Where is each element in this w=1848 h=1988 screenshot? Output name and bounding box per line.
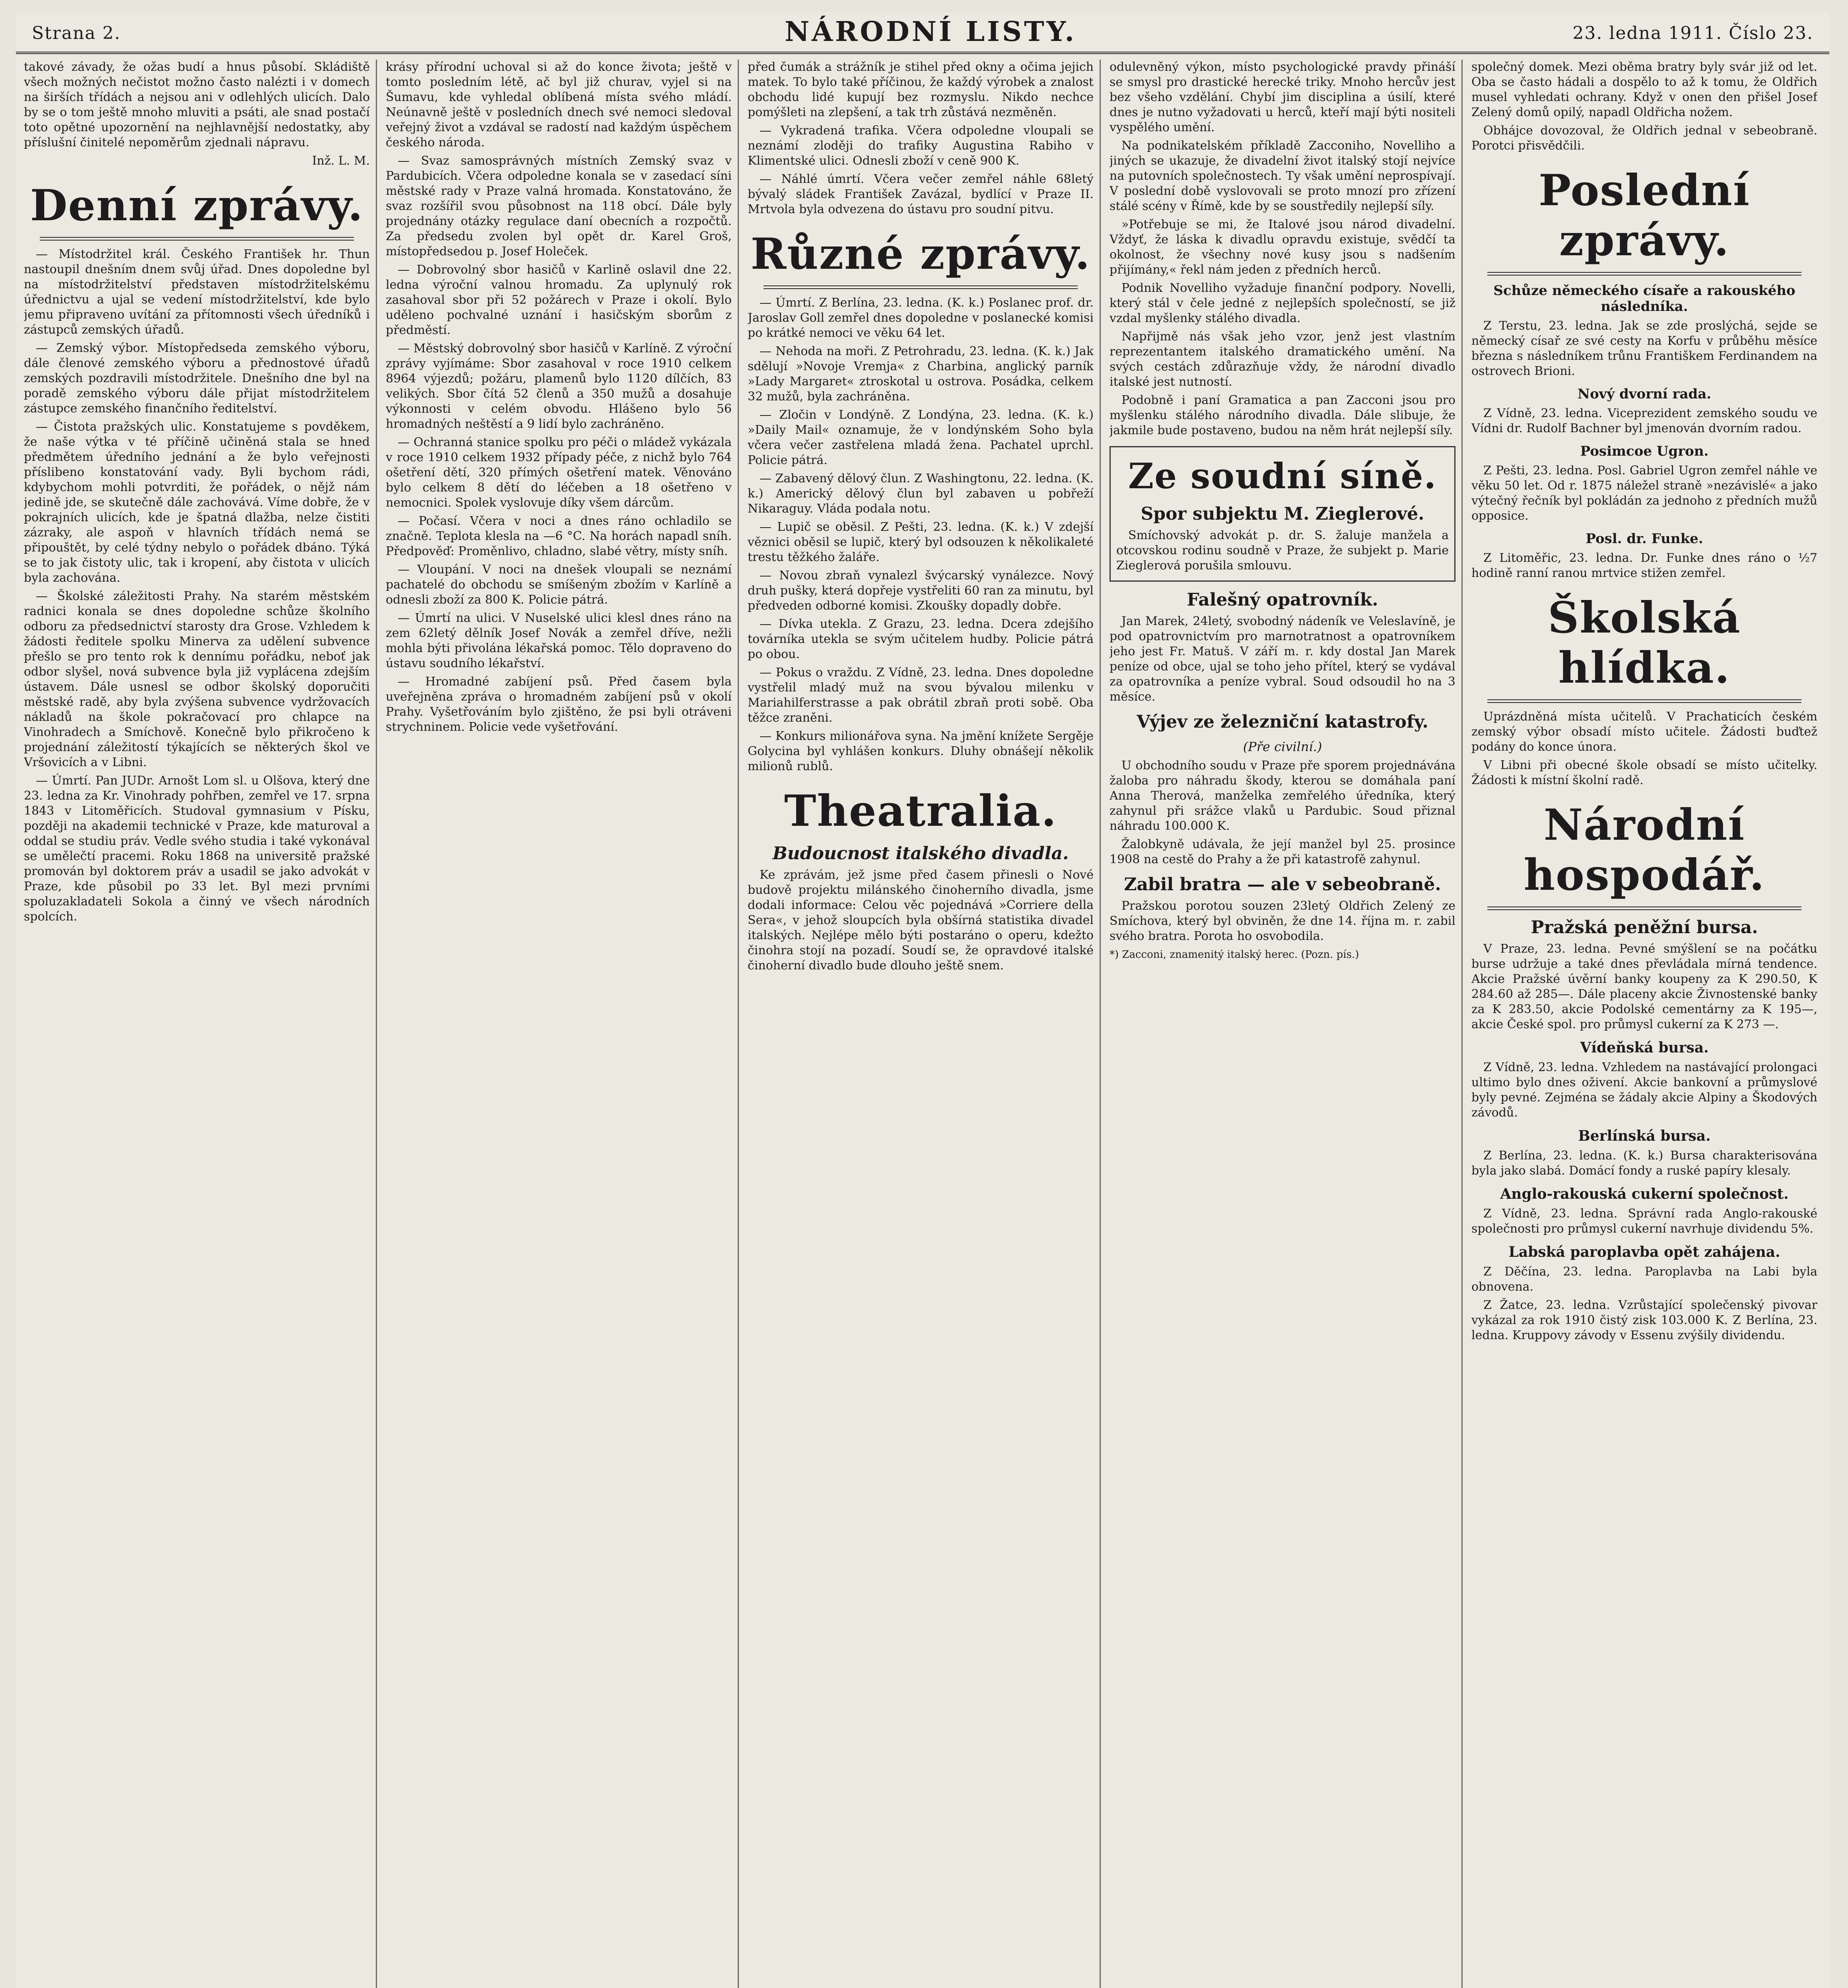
column-1 xyxy=(24,60,370,1988)
divider xyxy=(1487,272,1801,276)
article-text: — Novou zbraň vynalezl švýcarský vynálezce. Nový druh pušky, která dopřeje vystřeliti 60 ran za minutu, byl předveden odborné komisi. Zkoušky dopadly dobře. xyxy=(748,569,1094,613)
column-divider xyxy=(1100,60,1101,1988)
article-text: — Zemský výbor. Místopředseda zemského výboru, dále členové zemského výboru a přednostové úřadů zemských pozdravili místodržitele. Dnešního dne byl na poradě zemského výboru dále přijat místodržitelem zástupce zemského finančního ředitelství. xyxy=(24,341,370,415)
footnote: *) Zacconi, znamenitý italský herec. (Pozn. pís.) xyxy=(1110,949,1359,961)
article-text: — Školské záležitosti Prahy. Na starém městském radnici konala se dnes dopoledne schůze školního odboru za předsednictví starosty dra Grose. Vzhledem k žádosti ředitele spolku Minerva za udělení subvence přešlo se pro tento rok k dennímu pořádku, neboť jak odbor slyšel, nová subvence byla již vyplácena zdejším ústavem. Dále usnesl se odbor školský doporučiti městské radě, aby byla zvýšena subvence vydržovacích nákladů na škole pokračovací pro chlapce na Vinohradech a Smíchově. Konečně bylo přikročeno k projednání záležitostí týkajících se některých škol ve Vršovicích a v Libni. xyxy=(24,589,370,769)
signature: Inž. L. M. xyxy=(312,154,370,168)
article-text: — Pokus o vraždu. Z Vídně, 23. ledna. Dnes dopoledne vystřelil mladý muž na svou bývalou milenku v Mariahilferstrasse a pak obrátil zbraň proti sobě. Oba těžce zraněni. xyxy=(748,666,1094,725)
article-text: — Lupič se oběsil. Z Pešti, 23. ledna. (K. k.) V zdejší věznici oběsil se lupič, který byl odsouzen k několikaleté trestu těžkého žaláře. xyxy=(748,520,1094,564)
section-title: Theatralia. xyxy=(784,786,1057,836)
article-text: — Ochranná stanice spolku pro péči o mládež vykázala v roce 1910 celkem 1932 případy péče, z nichž bylo 764 ošetření dětí, 320 přímých ošetření matek. Věnováno bylo celkem 8 dětí do léčeben a 18 ošetřeno v nemocnici. Spolek vyslovuje díky všem dárcům. xyxy=(386,435,732,510)
article-text: V Libni při obecné škole obsadí se místo učitelky. Žádosti k místní školní radě. xyxy=(1471,758,1817,787)
article-text: — Zabavený dělový člun. Z Washingtonu, 22. ledna. (K. k.) Americký dělový člun byl zabaven u pobřeží Nikaraguy. Vláda podala notu. xyxy=(748,472,1094,516)
article-text: Z Vídně, 23. ledna. Viceprezident zemského soudu ve Vídni dr. Rudolf Bachner byl jmenován dvorním radou. xyxy=(1471,406,1817,435)
article-text: — Konkurs milionářova syna. Na jmění knížete Sergěje Golycina byl vyhlášen konkurs. Dluhy obnášejí několik milionů rublů. xyxy=(748,729,1094,773)
article-text: — Čistota pražských ulic. Konstatujeme s povděkem, že naše výtka v té příčině učiněná stala se hned předmětem úředního jednání a že bylo veřejnosti příslibeno konstatování vady. Byli bychom rádi, kdybychom mohli potvrditi, že pořádek, o nějž nám jedině jde, se skutečně dále zachovává. Víme dobře, že v pokrajních ulicích, kde je špatná dlažba, nelze čistiti zázraky, ale aspoň v hlavních třídách nemá se připouštět, by celé týdny nebylo o pořádek dbáno. Týká se to jak čistoty ulic, tak i kropení, aby čistota v ulicích byla zachována. xyxy=(24,420,370,585)
article-heading: Anglo-rakouská cukerní společnost. xyxy=(1500,1186,1789,1202)
section-title: Národní hospodář. xyxy=(1523,800,1765,900)
article-text: krásy přírodní uchoval si až do konce života; ještě v tomto posledním létě, ač byl již churav, vyjel si na Šumavu, kde vyhledal oblíbená místa svého mládí. Neúnavně ještě v posledních dnech své nemoci sledoval veřejný život a vzdával se radostí nad každým úspěchem českého národa. xyxy=(386,60,732,149)
article-text: Obhájce dovozoval, že Oldřich jednal v sebeobraně. Porotci přisvědčili. xyxy=(1471,124,1817,153)
column-2 xyxy=(386,60,732,1988)
article-text: — Úmrtí. Pan JUDr. Arnošt Lom sl. u Olšova, který dne 23. ledna za Kr. Vinohrady pohřben, zemřel ve 17. srpna 1843 v Litoměřicích. Studoval gymnasium v Písku, později na akademii technické v Praze, kde maturoval a oddal se studiu práv. Vedle svého studia i také vykonával se umělečtí pracemi. Roku 1868 na universitě pražské promován byl doktorem práv a usadil se jako advokát v Praze, kde působil po 33 let. Byl mezi prvními spoluzakladateli Sokola a činný ve všech národních spolcích. xyxy=(24,774,370,924)
article-text: — Vykradená trafika. Včera odpoledne vloupali se neznámí zloději do trafiky Augustina Rabiho v Klimentské ulici. Odnesli zboží v ceně 900 K. xyxy=(748,124,1094,168)
article-heading: Nový dvorní rada. xyxy=(1577,386,1712,402)
article-text: — Zločin v Londýně. Z Londýna, 23. ledna. (K. k.) »Daily Mail« oznamuje, že v londýnském Soho byla včera večer zastřelena mladá žena. Pachatel uprchl. Policie pátrá. xyxy=(748,408,1094,467)
divider xyxy=(1487,907,1801,910)
article-text: Z Vídně, 23. ledna. Správní rada Anglo-rakouské společnosti pro průmysl cukerní navrhuje dividendu 5%. xyxy=(1471,1207,1817,1236)
article-text: — Počasí. Včera v noci a dnes ráno ochladilo se značně. Teplota klesla na —6 °C. Na horách napadl sníh. Předpověď: Proměnlivo, chladno, slabé větry, místy sníh. xyxy=(386,514,732,558)
newspaper-page xyxy=(16,12,1829,1988)
column-5 xyxy=(1471,60,1817,1988)
article-text: odulevněný výkon, místo psychologické pravdy přináší se smysl pro drastické herecké triky. Mnoho hercův jest bez všeho vzdělání. Chybí jim disciplina a úsilí, které dnes je nutno vyžadovati u herců, kteří mají býti nositeli vyspělého umění. xyxy=(1110,60,1455,134)
article-text: Jan Marek, 24letý, svobodný nádeník ve Veleslavíně, je pod opatrovnictvím pro marnotratnost a opatrovníkem jeho jest Fr. Matuš. V září m. r. kdy dostal Jan Marek peníze od obce, ujal se toho jeho přítel, který se vydával za opatrovníka a peníze vybral. Soud odsoudil ho na 3 měsíce. xyxy=(1110,614,1455,704)
article-text: Z Litoměřic, 23. ledna. Dr. Funke dnes ráno o ½7 hodině ranní ranou mrtvice stižen zemřel. xyxy=(1471,551,1817,580)
article-text: U obchodního soudu v Praze pře sporem projednávána žaloba pro náhradu škody, kterou se domáhala paní Anna Therová, manželka zemřelého úředníka, který zahynul při srážce vlaků u Pardubic. Soud přiznal náhradu 100.000 K. xyxy=(1110,759,1455,833)
column-3 xyxy=(748,60,1094,1988)
article-text: Podnik Novelliho vyžaduje finanční podpory. Novelli, který stál v čele jedné z nejlepších společností, se již vzdal myšlenky stálého divadla. xyxy=(1110,281,1455,325)
page-label: Strana 2. xyxy=(32,23,121,43)
masthead: NÁRODNÍ LISTY. xyxy=(784,16,1077,48)
article-text: Z Terstu, 23. ledna. Jak se zde proslýchá, sejde se německý císař ze své cesty na Korfu v průběhu měsíce března s následníkem trůnu Františkem Ferdinandem na ostrovech Brioni. xyxy=(1471,319,1817,378)
article-heading: Posimcoe Ugron. xyxy=(1580,443,1709,459)
column-divider xyxy=(738,60,739,1988)
article-heading: Labská paroplavba opět zahájena. xyxy=(1508,1244,1780,1260)
article-text: — Úmrtí na ulici. V Nuselské ulici klesl dnes ráno na zem 62letý dělník Josef Novák a zemřel dříve, nežli mohla býti přivolána lékařská pomoc. Tělo dopraveno do ústavu soudního lékařství. xyxy=(386,611,732,670)
article-heading: Posl. dr. Funke. xyxy=(1586,531,1703,547)
article-text: Z Berlína, 23. ledna. (K. k.) Bursa charakterisována byla jako slabá. Domácí fondy a ruské papíry klesaly. xyxy=(1471,1149,1817,1178)
section-title: Různé zprávy. xyxy=(750,229,1091,279)
court-box xyxy=(1110,446,1455,582)
date-label: 23. ledna 1911. Číslo 23. xyxy=(1572,23,1813,43)
article-heading: Spor subjektu M. Zieglerové. xyxy=(1141,504,1424,524)
columns xyxy=(16,60,1829,1988)
article-text: — Nehoda na moři. Z Petrohradu, 23. ledna. (K. k.) Jak sdělují »Novoje Vremja« z Charbina, anglický parník »Lady Margaret« ztroskotal u ostrova. Posádka, celkem 32 mužů, byla zachráněna. xyxy=(748,344,1094,404)
article-text: Žalobkyně udávala, že její manžel byl 25. prosince 1908 na cestě do Prahy a že při katastrofě zahynul. xyxy=(1110,837,1455,866)
article-heading: Pražská peněžní bursa. xyxy=(1531,917,1758,938)
article-text: — Vloupání. V noci na dnešek vloupali se neznámí pachatelé do obchodu se smíšeným zbožím v Karlíně a odnesli zboží za 800 K. Policie pátrá. xyxy=(386,563,732,607)
article-heading: Falešný opatrovník. xyxy=(1187,590,1378,610)
section-title: Poslední zprávy. xyxy=(1539,165,1750,266)
article-text: společný domek. Mezi oběma bratry byly svár již od let. Oba se často hádali a dospělo to až k tomu, že Oldřich musel vyhledati ochrany. Když v onen den přišel Josef Zelený domů opilý, napadl Oldřicha nožem. xyxy=(1471,60,1817,119)
article-text: »Potřebuje se mi, že Italové jsou národ divadelní. Vždyť, že láska k divadlu opravdu existuje, svědčí ta okolnost, že všechny nové kusy jsou s nadšením přijímány,« řekl nám jeden z předních herců. xyxy=(1110,217,1455,277)
column-divider xyxy=(376,60,377,1988)
article-text: Z Vídně, 23. ledna. Vzhledem na nastávající prolongaci ultimo bylo dnes oživení. Akcie bankovní a průmyslové byly pevné. Zejména se žádaly akcie Alpiny a Škodových závodů. xyxy=(1471,1060,1817,1120)
article-heading: Zabil bratra — ale v sebeobraně. xyxy=(1124,874,1441,895)
page-header xyxy=(16,12,1829,54)
divider xyxy=(40,237,354,241)
article-text: V Praze, 23. ledna. Pevné smýšlení se na počátku burse udržuje a také dnes převládala mírná tendence. Akcie Pražské úvěrní banky koupeny za K 290.50, K 284.60 až 285—. Dále placeny akcie Živnostenské banky za K 283.50, akcie Podolské cementárny za K 195—, akcie České spol. pro průmysl cukerní za K 273 —. xyxy=(1471,942,1817,1031)
article-text: Z Děčína, 23. ledna. Paroplavba na Labi byla obnovena. xyxy=(1471,1265,1817,1294)
article-heading: Berlínská bursa. xyxy=(1578,1128,1711,1144)
article-heading: Budoucnost italského divadla. xyxy=(772,843,1069,864)
divider xyxy=(764,285,1078,289)
column-divider xyxy=(1461,60,1463,1988)
divider xyxy=(1487,699,1801,703)
article-text: takové závady, že ožas budí a hnus působí. Skládiště všech možných nečistot možno často nalézti i v domech na širších třídách a nejsou ani v odlehlých ulicích. Dalo by se o tom ještě mnoho mluviti a psáti, ale snad postačí toto opětné upozornění na nejhlavnější nedostatky, aby příslušní činitelé nepoměrům zjednali nápravu. xyxy=(24,60,370,149)
column-4 xyxy=(1110,60,1455,1988)
article-text: — Náhlé úmrtí. Včera večer zemřel náhle 68letý bývalý sládek František Zavázal, bydlící v Praze II. Mrtvola byla odvezena do ústavu pro soudní pitvu. xyxy=(748,172,1094,216)
article-text: — Úmrtí. Z Berlína, 23. ledna. (K. k.) Poslanec prof. dr. Jaroslav Goll zemřel dnes dopoledne v poslanecké komisi po krátké nemoci ve věku 64 let. xyxy=(748,296,1094,340)
article-text: Z Žatce, 23. ledna. Vzrůstající společenský pivovar vykázal za rok 1910 čistý zisk 103.000 K. Z Berlína, 23. ledna. Kruppovy závody v Essenu zvýšily dividendu. xyxy=(1471,1298,1817,1342)
article-heading: Výjev ze železniční katastrofy. xyxy=(1137,712,1428,732)
article-heading: Schůze německého císaře a rakouského následníka. xyxy=(1493,283,1796,315)
article-text: — Místodržitel král. Českého František hr. Thun nastoupil dnešním dnem svůj úřad. Dnes dopoledne byl na místodržitelství představen místodržitelskému úřednictvu a ujal se vedení místodržitelství, kde bylo jemu připraveno uvítání za přítomnosti všech úředníků i zástupců zemských úřadů. xyxy=(24,247,370,337)
article-text: — Svaz samosprávných místních Zemský svaz v Pardubicích. Včera odpoledne konala se v zasedací síni městské rady v Praze valná hromada. Konstatováno, že svaz rozšířil svou působnost na 118 obcí. Dále byly projednány otázky regulace daní obecních a rozpočtů. Za předsedu zvolen byl opět dr. Karel Groš, místopředsedou p. Josef Holeček. xyxy=(386,154,732,258)
article-text: před čumák a strážník je stihel před okny a očima jejich matek. To bylo také příčinou, že každý výrobek a znalost obchodu lidé kupují bez rozmyslu. Nikdo nechce pomýšleti na zlepšení, a tak trh zůstává nezměněn. xyxy=(748,60,1094,119)
article-text: Ke zprávám, jež jsme před časem přinesli o Nové budově projektu milánského činoherního divadla, jsme dodali informace: Celou věc pojednává »Corriere della Sera«, v jehož sloupcích byla obšírná statistika divadel italských. Nejlépe mělo býti postaráno o operu, kdežto činohra stojí na pozadí. Soudí se, že opravdové italské činoherní divadlo bude dlouho ještě snem. xyxy=(748,868,1094,973)
article-text: Smíchovský advokát p. dr. S. žaluje manžela a otcovskou rodinu soudně v Praze, že subjekt p. Marie Zieglerová porušila smlouvu. xyxy=(1116,528,1449,573)
section-title: Ze soudní síně. xyxy=(1128,455,1437,497)
article-text: — Dobrovolný sbor hasičů v Karlině oslavil dne 22. ledna výroční valnou hromadu. Za uplynulý rok zasahoval sbor při 52 požárech v Praze i okolí. Bylo uděleno pochvalné uznání i hasičským sborům z předměstí. xyxy=(386,263,732,337)
article-text: Na podnikatelském příkladě Zacconiho, Novelliho a jiných se ukazuje, že divadelní život italský stojí nejvíce na putovních společnostech. Ty však umění neprospívají. V poslední době vyslovovali se proto mnozí pro zřízení stálé scény v Římě, kde by se soustředily nejlepší síly. xyxy=(1110,139,1455,213)
article-text: Pražskou porotou souzen 23letý Oldřich Zelený ze Smíchova, který byl obviněn, že dne 14. října m. r. zabil svého bratra. Porota ho osvobodila. xyxy=(1110,899,1455,943)
article-text: — Hromadné zabíjení psů. Před časem byla uveřejněna zpráva o hromadném zabíjení psů v okolí Prahy. Vyšetřováním bylo zjištěno, že psi byli otráveni strychninem. Policie vede vyšetřování. xyxy=(386,675,732,734)
section-title: Školská hlídka. xyxy=(1548,593,1741,693)
article-text: — Městský dobrovolný sbor hasičů v Karlíně. Z výroční zprávy vyjímáme: Sbor zasahoval v roce 1910 celkem 8964 výjezdů; požáru, plamenů bylo 1120 dílčích, 83 velikých. Sbor čítá 52 členů a 350 mužů a dosahuje výkonnosti v celém obvodu. Hlášeno bylo 56 hromadných neštěstí a 9 lidí bylo zachráněno. xyxy=(386,342,732,431)
article-heading: Vídeňská bursa. xyxy=(1580,1039,1709,1056)
section-title: Denní zprávy. xyxy=(30,181,364,231)
article-subheading: (Pře civilní.) xyxy=(1243,739,1322,754)
article-text: Z Pešti, 23. ledna. Posl. Gabriel Ugron zemřel náhle ve věku 50 let. Od r. 1875 náležel straně »nezávislé« a jako výtečný řečník byl pokládán za jednoho z předních mužů opposice. xyxy=(1471,464,1817,523)
article-text: Podobně i paní Gramatica a pan Zacconi jsou pro myšlenku stálého národního divadla. Dále slibuje, že jakmile bude postaveno, budou na něm hrát nejlepší síly. xyxy=(1110,393,1455,437)
article-text: — Dívka utekla. Z Grazu, 23. ledna. Dcera zdejšího továrníka utekla se svým učitelem hudby. Policie pátrá po obou. xyxy=(748,617,1094,661)
article-text: Napřijmě nás však jeho vzor, jenž jest vlastním reprezentantem italského dramatického umění. Na svých cestách zdůrazňuje vždy, že národní divadlo italské jest nutností. xyxy=(1110,330,1455,389)
article-text: Uprázdněná místa učitelů. V Prachaticích českém zemský výbor obsadí místo učitele. Žádosti buďtež podány do konce února. xyxy=(1471,710,1817,754)
